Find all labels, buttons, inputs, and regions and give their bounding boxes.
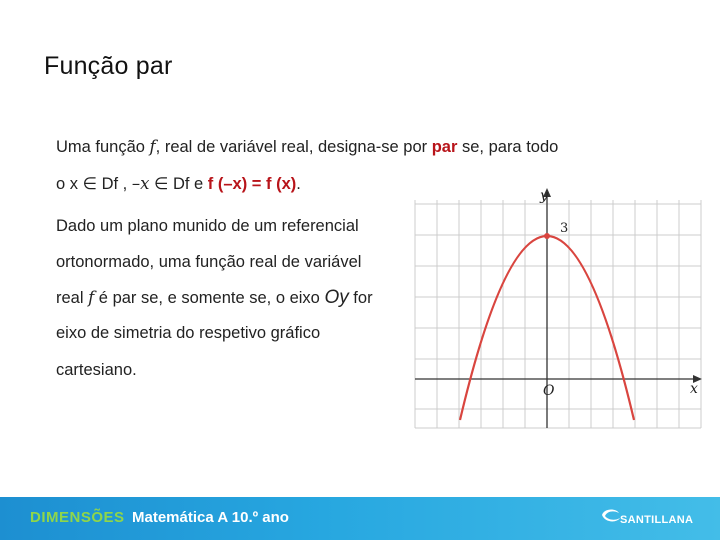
definition-line-2 [56, 174, 301, 194]
definition-line-1 [56, 137, 558, 157]
text-span: o [56, 175, 70, 193]
publisher-swirl-icon [600, 506, 622, 524]
publisher-logo [600, 504, 700, 532]
text-span: Uma função [56, 138, 150, 156]
parabola-graph [410, 180, 706, 430]
publisher-name: SANTILLANA [620, 514, 694, 526]
theorem-line-1: Dado um plano munido de um referencial [56, 217, 359, 235]
footer-subject: Matemática A 10.º ano [132, 509, 289, 526]
theorem-line-5: cartesiano. [56, 361, 137, 379]
theorem-line-2: ortonormado, uma função real de variável [56, 253, 362, 271]
text-span: e [189, 175, 208, 193]
function-symbol: f [88, 288, 95, 307]
theorem-line-3 [56, 287, 373, 309]
text-span: se, para todo [457, 138, 559, 156]
y-axis-label: y [540, 188, 548, 204]
element-of-symbol: ∈ [78, 175, 102, 193]
axes [415, 194, 696, 428]
vertex-point [544, 233, 550, 239]
variable-x: x [69, 175, 79, 193]
text-span: . [296, 175, 301, 193]
origin-label: O [543, 383, 555, 399]
domain-symbol: Df [172, 175, 190, 193]
axis-oy: Oy [324, 287, 349, 308]
element-of-symbol: ∈ [149, 175, 173, 193]
domain-symbol: Df [101, 175, 119, 193]
footer-bar [0, 497, 720, 540]
text-span: for [348, 289, 373, 307]
x-axis-label: x [690, 381, 698, 397]
variable-neg-x: –x [131, 174, 150, 193]
grid [415, 200, 701, 428]
footer-brand: DIMENSÕES [30, 509, 125, 526]
highlight-par: par [431, 138, 458, 156]
vertex-label: 3 [560, 221, 569, 236]
function-symbol: f [149, 137, 156, 156]
text-span: , [118, 175, 132, 193]
text-span: é par se, e somente se, o eixo [94, 289, 325, 307]
page-title: Função par [44, 52, 173, 80]
theorem-line-4: eixo de simetria do respetivo gráfico [56, 324, 321, 342]
text-span: , real de variável real, designa-se por [155, 138, 432, 156]
parity-equation: f (–x) = f (x) [207, 175, 297, 193]
text-span: real [56, 289, 89, 307]
